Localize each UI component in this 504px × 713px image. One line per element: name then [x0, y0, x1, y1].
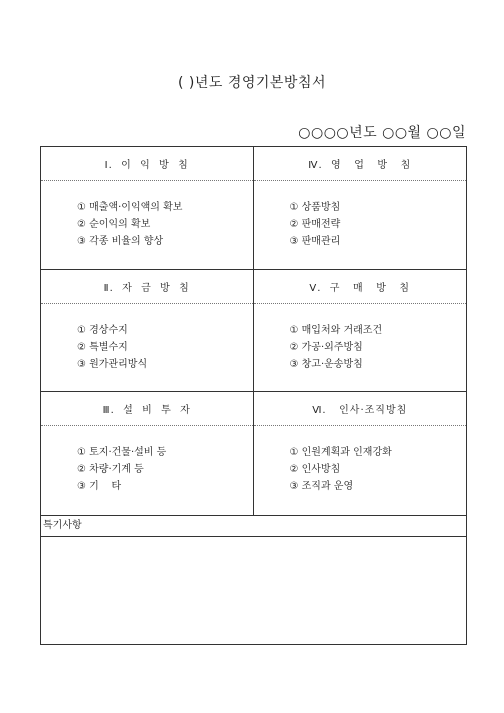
section-item: ① 토지·건물·설비 등 [77, 447, 167, 459]
section-item: ② 순이익의 확보 [77, 219, 151, 230]
section-item: ② 특별수지 [77, 341, 128, 353]
section-item: ② 차량·기계 등 [77, 464, 144, 476]
section-item: ① 경상수지 [77, 324, 128, 336]
policy-grid [40, 146, 467, 516]
section-items [254, 181, 467, 250]
section-sales-policy [254, 147, 467, 270]
section-item: ③ 조직과 운영 [289, 481, 354, 493]
section-capital-investment [41, 392, 254, 515]
section-heading: Ⅱ. 자 금 방 침 [41, 270, 253, 304]
section-items [41, 426, 253, 495]
section-heading: Ⅰ. 이 익 방 침 [41, 147, 253, 181]
section-item: ② 가공·외주방침 [289, 341, 363, 353]
section-heading: Ⅳ. 영 업 방 침 [254, 147, 467, 181]
section-item: ① 상품방침 [289, 202, 341, 213]
section-heading: Ⅲ. 설 비 투 자 [41, 392, 253, 426]
section-item: ② 판매전략 [289, 219, 341, 230]
section-items [41, 304, 253, 373]
section-item: ③ 창고·운송방침 [289, 358, 363, 370]
section-profit-policy [41, 147, 254, 270]
section-items [254, 426, 467, 495]
section-item: ① 인원계획과 인재강화 [289, 447, 392, 459]
section-item: ③ 기 타 [77, 481, 122, 493]
section-purchasing-policy [254, 270, 467, 393]
section-funding-policy [41, 270, 254, 393]
section-items [254, 304, 467, 373]
section-heading: Ⅴ. 구 매 방 침 [254, 270, 467, 304]
section-hr-organization-policy [254, 392, 467, 515]
special-notes-box [40, 515, 467, 645]
special-notes-label: 특기사항 [41, 516, 466, 537]
document-date: ○○○○년도 ○○월 ○○일 [298, 125, 466, 141]
section-heading: Ⅵ. 인사·조직방침 [254, 392, 467, 426]
section-items [41, 181, 253, 250]
special-notes-area[interactable] [41, 537, 466, 645]
section-item: ① 매입처와 거래조건 [289, 324, 383, 336]
document-title: ( )년도 경영기본방침서 [177, 75, 327, 91]
section-item: ③ 판매관리 [289, 236, 341, 247]
section-item: ③ 각종 비율의 향상 [77, 236, 164, 247]
section-item: ① 매출액·이익액의 확보 [77, 202, 183, 213]
section-item: ② 인사방침 [289, 464, 341, 476]
section-item: ③ 원가관리방식 [77, 358, 148, 370]
